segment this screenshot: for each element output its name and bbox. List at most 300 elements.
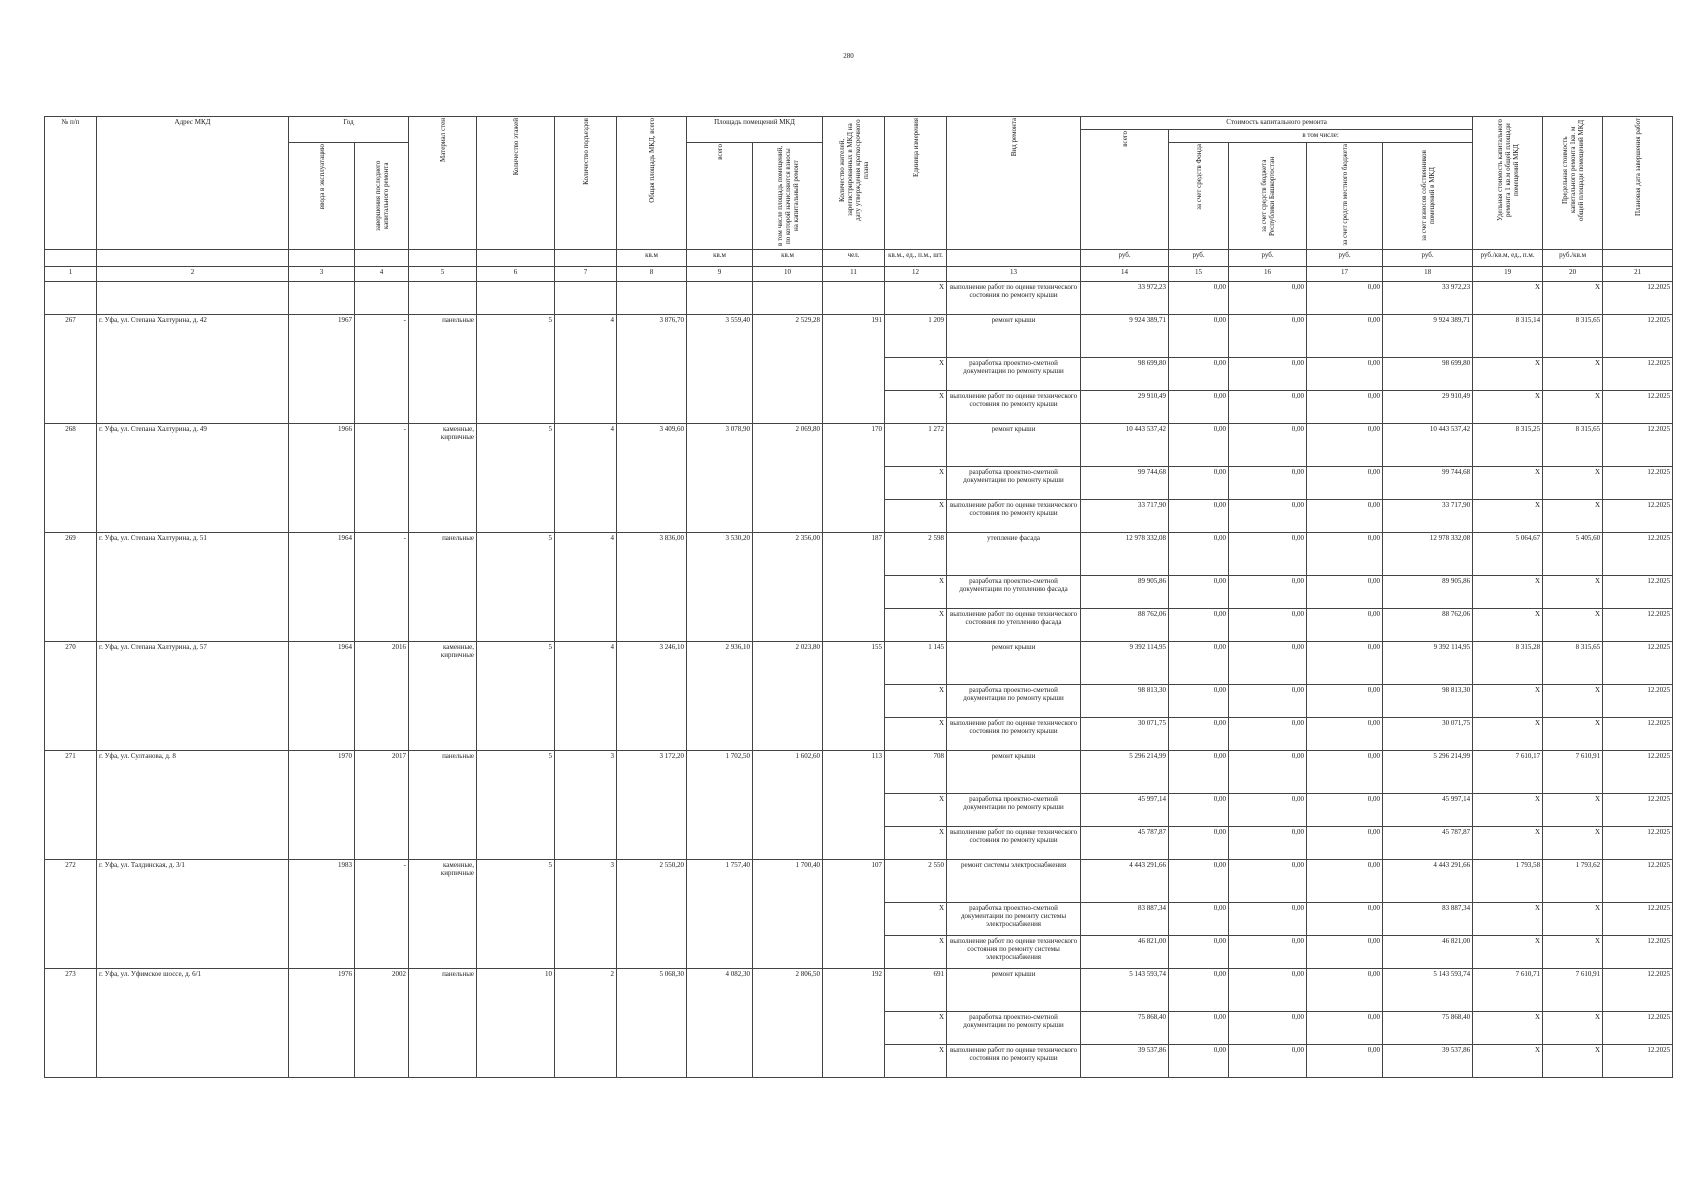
cell-local: 0,00 <box>1307 533 1383 576</box>
cell-date: 12.2025 <box>1603 391 1673 424</box>
cell-year: 1964 <box>289 642 355 751</box>
cell-fund: 0,00 <box>1169 358 1229 391</box>
cell-unit-cost: 8 315,14 <box>1473 315 1543 358</box>
table-row <box>45 282 1673 315</box>
cell-max-cost: X <box>1543 903 1603 936</box>
column-number-cell: 9 <box>687 267 753 282</box>
cell-fund: 0,00 <box>1169 609 1229 642</box>
cell-fund: 0,00 <box>1169 1012 1229 1045</box>
cell-unit-cost: X <box>1473 576 1543 609</box>
column-number-cell: 12 <box>885 267 947 282</box>
cell-date: 12.2025 <box>1603 315 1673 358</box>
cell-owners: 33 717,90 <box>1383 500 1473 533</box>
cell-owners: 98 699,80 <box>1383 358 1473 391</box>
unit-cell: руб. <box>1081 250 1169 267</box>
cell-date: 12.2025 <box>1603 903 1673 936</box>
cell-date: 12.2025 <box>1603 751 1673 794</box>
cell-unit-cost: X <box>1473 685 1543 718</box>
cell-unit: X <box>885 500 947 533</box>
unit-cell: руб. <box>1229 250 1307 267</box>
cell-max-cost: X <box>1543 1045 1603 1078</box>
cell-owners: 98 813,30 <box>1383 685 1473 718</box>
cell-work: ремонт крыши <box>947 751 1081 794</box>
cell-entrances: 4 <box>555 315 617 424</box>
cell-unit-cost: 8 315,28 <box>1473 642 1543 685</box>
header-total-area: Общая площадь МКД, всего <box>617 117 687 250</box>
cell-area: 3 172,20 <box>617 751 687 860</box>
cell-last-repair: 2002 <box>355 969 409 1078</box>
cell-work: разработка проектно-сметной документации по ремонту крыши <box>947 1012 1081 1045</box>
cell-date: 12.2025 <box>1603 1012 1673 1045</box>
cell-material: панельные <box>409 969 477 1078</box>
header-unit: Единица измерения <box>885 117 947 250</box>
cell-max-cost: X <box>1543 576 1603 609</box>
cell-max-cost: X <box>1543 467 1603 500</box>
header-year-group: Год <box>289 117 409 143</box>
cell-max-cost: 1 793,62 <box>1543 860 1603 903</box>
cell-work: ремонт крыши <box>947 315 1081 358</box>
cell-unit: X <box>885 685 947 718</box>
table-row <box>45 751 1673 794</box>
cell-fund: 0,00 <box>1169 424 1229 467</box>
cell-local: 0,00 <box>1307 576 1383 609</box>
cell-local: 0,00 <box>1307 500 1383 533</box>
cell-unit: 1 145 <box>885 642 947 685</box>
cell-max-cost: 7 610,91 <box>1543 969 1603 1012</box>
unit-cell: руб./кв.м <box>1543 250 1603 267</box>
header-incl: в том числе: <box>1169 130 1473 143</box>
cell-area-total: 3 530,20 <box>687 533 753 642</box>
cell-floors <box>477 282 555 315</box>
cell-republic: 0,00 <box>1229 936 1307 969</box>
cell-owners: 12 978 332,08 <box>1383 533 1473 576</box>
cell-floors: 5 <box>477 533 555 642</box>
cell-date: 12.2025 <box>1603 827 1673 860</box>
cell-fund: 0,00 <box>1169 576 1229 609</box>
cell-unit-cost: 7 610,17 <box>1473 751 1543 794</box>
column-number-cell: 3 <box>289 267 355 282</box>
cell-fund: 0,00 <box>1169 751 1229 794</box>
cell-cost-total: 39 537,86 <box>1081 1045 1169 1078</box>
cell-republic: 0,00 <box>1229 751 1307 794</box>
unit-cell: руб. <box>1169 250 1229 267</box>
cell-owners: 83 887,34 <box>1383 903 1473 936</box>
cell-area-total: 4 082,30 <box>687 969 753 1078</box>
column-number-cell: 20 <box>1543 267 1603 282</box>
cell-address: г. Уфа, ул. Уфимское шоссе, д. 6/1 <box>97 969 289 1078</box>
cell-last-repair: - <box>355 860 409 969</box>
cell-work: разработка проектно-сметной документации по ремонту системы электроснабжения <box>947 903 1081 936</box>
cell-unit-cost: X <box>1473 903 1543 936</box>
cell-fund: 0,00 <box>1169 685 1229 718</box>
cell-residents <box>823 282 885 315</box>
column-number-cell: 5 <box>409 267 477 282</box>
unit-cell <box>947 250 1081 267</box>
cell-unit-cost: X <box>1473 358 1543 391</box>
cell-cost-total: 46 821,00 <box>1081 936 1169 969</box>
cell-unit: 2 550 <box>885 860 947 903</box>
cell-num: 269 <box>45 533 97 642</box>
cell-fund: 0,00 <box>1169 903 1229 936</box>
cell-republic: 0,00 <box>1229 424 1307 467</box>
header-address: Адрес МКД <box>97 117 289 250</box>
cell-local: 0,00 <box>1307 718 1383 751</box>
cell-cost-total: 98 699,80 <box>1081 358 1169 391</box>
cell-cost-total: 33 717,90 <box>1081 500 1169 533</box>
cell-unit-cost: X <box>1473 609 1543 642</box>
cell-max-cost: X <box>1543 282 1603 315</box>
cell-max-cost: X <box>1543 685 1603 718</box>
cell-unit-cost: X <box>1473 467 1543 500</box>
cell-date: 12.2025 <box>1603 358 1673 391</box>
column-number-cell: 17 <box>1307 267 1383 282</box>
column-numbers-row <box>45 267 1673 282</box>
cell-work: ремонт системы электроснабжения <box>947 860 1081 903</box>
cell-unit: X <box>885 794 947 827</box>
header-year-last-repair: завершения последнего капитального ремонта <box>355 143 409 250</box>
cell-unit: 2 598 <box>885 533 947 576</box>
cell-area: 3 836,00 <box>617 533 687 642</box>
cell-fund: 0,00 <box>1169 718 1229 751</box>
cell-republic: 0,00 <box>1229 391 1307 424</box>
column-number-cell: 1 <box>45 267 97 282</box>
cell-date: 12.2025 <box>1603 533 1673 576</box>
unit-cell <box>477 250 555 267</box>
cell-floors: 10 <box>477 969 555 1078</box>
cell-local: 0,00 <box>1307 1012 1383 1045</box>
units-row <box>45 250 1673 267</box>
cell-unit-cost: X <box>1473 794 1543 827</box>
cell-area <box>617 282 687 315</box>
cell-date: 12.2025 <box>1603 936 1673 969</box>
cell-cost-total: 29 910,49 <box>1081 391 1169 424</box>
cell-fund: 0,00 <box>1169 1045 1229 1078</box>
cell-unit-cost: X <box>1473 718 1543 751</box>
cell-area-total: 3 559,40 <box>687 315 753 424</box>
cell-owners: 9 924 389,71 <box>1383 315 1473 358</box>
cell-max-cost: 8 315,65 <box>1543 315 1603 358</box>
cell-owners: 30 071,75 <box>1383 718 1473 751</box>
cell-num: 273 <box>45 969 97 1078</box>
cell-num: 272 <box>45 860 97 969</box>
cell-area-charged: 2 356,00 <box>753 533 823 642</box>
cell-unit: 708 <box>885 751 947 794</box>
cell-area-charged: 2 806,50 <box>753 969 823 1078</box>
cell-unit-cost: 1 793,58 <box>1473 860 1543 903</box>
cell-cost-total: 98 813,30 <box>1081 685 1169 718</box>
cell-entrances <box>555 282 617 315</box>
cell-year: 1964 <box>289 533 355 642</box>
cell-unit: 1 272 <box>885 424 947 467</box>
cell-unit: 1 209 <box>885 315 947 358</box>
cell-max-cost: X <box>1543 358 1603 391</box>
cell-material: каменные, кирпичные <box>409 860 477 969</box>
cell-num: 267 <box>45 315 97 424</box>
cell-area: 3 876,70 <box>617 315 687 424</box>
column-number-cell: 21 <box>1603 267 1673 282</box>
cell-area-total: 1 702,50 <box>687 751 753 860</box>
cell-last-repair: 2016 <box>355 642 409 751</box>
cell-fund: 0,00 <box>1169 969 1229 1012</box>
cell-work: ремонт крыши <box>947 424 1081 467</box>
cell-unit: X <box>885 391 947 424</box>
cell-unit-cost: X <box>1473 827 1543 860</box>
cell-entrances: 2 <box>555 969 617 1078</box>
header-year-commission: ввода в эксплуатацию <box>289 143 355 250</box>
cell-cost-total: 9 924 389,71 <box>1081 315 1169 358</box>
cell-date: 12.2025 <box>1603 576 1673 609</box>
cell-republic: 0,00 <box>1229 1045 1307 1078</box>
cell-owners: 4 443 291,66 <box>1383 860 1473 903</box>
cell-republic: 0,00 <box>1229 903 1307 936</box>
cell-owners: 9 392 114,95 <box>1383 642 1473 685</box>
cell-cost-total: 83 887,34 <box>1081 903 1169 936</box>
header-fund: за счет средств Фонда <box>1169 143 1229 250</box>
cell-floors: 5 <box>477 642 555 751</box>
cell-num <box>45 282 97 315</box>
cell-max-cost: X <box>1543 500 1603 533</box>
cell-local: 0,00 <box>1307 827 1383 860</box>
cell-address <box>97 282 289 315</box>
cell-floors: 5 <box>477 315 555 424</box>
cell-last-repair: - <box>355 424 409 533</box>
cell-date: 12.2025 <box>1603 282 1673 315</box>
cell-local: 0,00 <box>1307 391 1383 424</box>
cell-max-cost: 5 405,60 <box>1543 533 1603 576</box>
column-number-cell: 15 <box>1169 267 1229 282</box>
capital-repair-table <box>44 116 1673 1078</box>
cell-republic: 0,00 <box>1229 1012 1307 1045</box>
cell-year: 1976 <box>289 969 355 1078</box>
header-entrances: Количество подъездов <box>555 117 617 250</box>
cell-cost-total: 75 868,40 <box>1081 1012 1169 1045</box>
cell-cost-total: 45 787,87 <box>1081 827 1169 860</box>
cell-max-cost: 8 315,65 <box>1543 642 1603 685</box>
cell-work: выполнение работ по оценке технического состояния по ремонту крыши <box>947 718 1081 751</box>
cell-date: 12.2025 <box>1603 685 1673 718</box>
cell-material: каменные, кирпичные <box>409 424 477 533</box>
header-cost-total: всего <box>1081 130 1169 250</box>
unit-cell: чел. <box>823 250 885 267</box>
cell-area-total: 3 078,90 <box>687 424 753 533</box>
column-number-cell: 6 <box>477 267 555 282</box>
cell-address: г. Уфа, ул. Султанова, д. 8 <box>97 751 289 860</box>
cell-republic: 0,00 <box>1229 718 1307 751</box>
cell-last-repair: - <box>355 533 409 642</box>
cell-republic: 0,00 <box>1229 467 1307 500</box>
cell-republic: 0,00 <box>1229 794 1307 827</box>
cell-unit: X <box>885 718 947 751</box>
cell-unit: X <box>885 1012 947 1045</box>
cell-year: 1970 <box>289 751 355 860</box>
unit-cell: руб. <box>1307 250 1383 267</box>
cell-entrances: 3 <box>555 860 617 969</box>
cell-address: г. Уфа, ул. Степана Халтурина, д. 42 <box>97 315 289 424</box>
cell-unit-cost: X <box>1473 1012 1543 1045</box>
header-area-total: всего <box>687 143 753 250</box>
unit-cell <box>409 250 477 267</box>
column-number-cell: 11 <box>823 267 885 282</box>
unit-cell: кв.м <box>753 250 823 267</box>
cell-area-charged: 1 700,40 <box>753 860 823 969</box>
cell-cost-total: 12 978 332,08 <box>1081 533 1169 576</box>
cell-area: 5 068,30 <box>617 969 687 1078</box>
column-number-cell: 13 <box>947 267 1081 282</box>
cell-unit-cost: X <box>1473 936 1543 969</box>
column-number-cell: 14 <box>1081 267 1169 282</box>
cell-republic: 0,00 <box>1229 533 1307 576</box>
column-number-cell: 4 <box>355 267 409 282</box>
cell-republic: 0,00 <box>1229 358 1307 391</box>
page-number: 280 <box>843 52 854 60</box>
unit-cell <box>1603 250 1673 267</box>
cell-fund: 0,00 <box>1169 467 1229 500</box>
table-header <box>45 117 1673 282</box>
cell-owners: 5 143 593,74 <box>1383 969 1473 1012</box>
cell-local: 0,00 <box>1307 969 1383 1012</box>
cell-unit: X <box>885 1045 947 1078</box>
cell-address: г. Уфа, ул. Степана Халтурина, д. 51 <box>97 533 289 642</box>
cell-max-cost: 8 315,65 <box>1543 424 1603 467</box>
header-plan-date: Плановая дата завершения работ <box>1603 117 1673 250</box>
cell-cost-total: 10 443 537,42 <box>1081 424 1169 467</box>
cell-work: выполнение работ по оценке технического состояния по ремонту крыши <box>947 1045 1081 1078</box>
cell-year: 1967 <box>289 315 355 424</box>
cell-floors: 5 <box>477 860 555 969</box>
unit-cell: кв.м., ед., п.м., шт. <box>885 250 947 267</box>
cell-area: 3 246,10 <box>617 642 687 751</box>
cell-cost-total: 89 905,86 <box>1081 576 1169 609</box>
cell-republic: 0,00 <box>1229 315 1307 358</box>
table-row <box>45 642 1673 685</box>
unit-cell: руб./кв.м, ед., п.м. <box>1473 250 1543 267</box>
cell-unit-cost: X <box>1473 500 1543 533</box>
cell-local: 0,00 <box>1307 903 1383 936</box>
cell-unit-cost: 8 315,25 <box>1473 424 1543 467</box>
cell-local: 0,00 <box>1307 860 1383 903</box>
table-row <box>45 315 1673 358</box>
cell-area: 2 550,20 <box>617 860 687 969</box>
cell-area-charged: 1 602,60 <box>753 751 823 860</box>
cell-local: 0,00 <box>1307 794 1383 827</box>
cell-num: 270 <box>45 642 97 751</box>
cell-fund: 0,00 <box>1169 794 1229 827</box>
cell-unit: X <box>885 609 947 642</box>
cell-entrances: 3 <box>555 751 617 860</box>
column-number-cell: 16 <box>1229 267 1307 282</box>
cell-owners: 10 443 537,42 <box>1383 424 1473 467</box>
cell-date: 12.2025 <box>1603 860 1673 903</box>
cell-area-charged <box>753 282 823 315</box>
cell-max-cost: 7 610,91 <box>1543 751 1603 794</box>
cell-work: выполнение работ по оценке технического состояния по ремонту крыши <box>947 500 1081 533</box>
cell-owners: 99 744,68 <box>1383 467 1473 500</box>
cell-material <box>409 282 477 315</box>
cell-unit: 691 <box>885 969 947 1012</box>
cell-max-cost: X <box>1543 794 1603 827</box>
cell-owners: 33 972,23 <box>1383 282 1473 315</box>
table-row <box>45 860 1673 903</box>
cell-fund: 0,00 <box>1169 936 1229 969</box>
cell-fund: 0,00 <box>1169 642 1229 685</box>
cell-material: панельные <box>409 315 477 424</box>
cell-cost-total: 9 392 114,95 <box>1081 642 1169 685</box>
table-row <box>45 533 1673 576</box>
cell-owners: 45 997,14 <box>1383 794 1473 827</box>
cell-republic: 0,00 <box>1229 642 1307 685</box>
cell-fund: 0,00 <box>1169 315 1229 358</box>
cell-work: разработка проектно-сметной документации по ремонту крыши <box>947 685 1081 718</box>
cell-material: панельные <box>409 533 477 642</box>
cell-address: г. Уфа, ул. Талдинская, д. 3/1 <box>97 860 289 969</box>
header-residents: Количество жителей, зарегистрированных в МКД на дату утверждения краткосрочного плана <box>823 117 885 250</box>
cell-republic: 0,00 <box>1229 685 1307 718</box>
cell-residents: 113 <box>823 751 885 860</box>
cell-owners: 5 296 214,99 <box>1383 751 1473 794</box>
cell-republic: 0,00 <box>1229 282 1307 315</box>
cell-date: 12.2025 <box>1603 467 1673 500</box>
cell-work: выполнение работ по оценке технического состояния по утеплению фасада <box>947 609 1081 642</box>
cell-unit: X <box>885 903 947 936</box>
cell-max-cost: X <box>1543 936 1603 969</box>
header-republic: за счет средств бюджета Республики Башкортостан <box>1229 143 1307 250</box>
cell-year: 1983 <box>289 860 355 969</box>
cell-republic: 0,00 <box>1229 500 1307 533</box>
cell-date: 12.2025 <box>1603 718 1673 751</box>
cell-owners: 45 787,87 <box>1383 827 1473 860</box>
cell-area-charged: 2 529,28 <box>753 315 823 424</box>
cell-republic: 0,00 <box>1229 969 1307 1012</box>
cell-residents: 187 <box>823 533 885 642</box>
cell-year <box>289 282 355 315</box>
header-work-type: Вид ремонта <box>947 117 1081 250</box>
cell-work: разработка проектно-сметной документации по ремонту крыши <box>947 794 1081 827</box>
cell-work: выполнение работ по оценке технического состояния по ремонту системы электроснабжения <box>947 936 1081 969</box>
cell-local: 0,00 <box>1307 609 1383 642</box>
cell-owners: 39 537,86 <box>1383 1045 1473 1078</box>
unit-cell <box>289 250 355 267</box>
cell-date: 12.2025 <box>1603 500 1673 533</box>
unit-cell <box>45 250 97 267</box>
header-unit-cost: Удельная стоимость капитального ремонта 1 кв.м общей площади помещений МКД <box>1473 117 1543 250</box>
cell-cost-total: 30 071,75 <box>1081 718 1169 751</box>
cell-owners: 75 868,40 <box>1383 1012 1473 1045</box>
cell-area-total: 1 757,40 <box>687 860 753 969</box>
cell-address: г. Уфа, ул. Степана Халтурина, д. 57 <box>97 642 289 751</box>
cell-unit: X <box>885 936 947 969</box>
cell-local: 0,00 <box>1307 424 1383 467</box>
cell-work: утепление фасада <box>947 533 1081 576</box>
unit-cell <box>555 250 617 267</box>
cell-work: выполнение работ по оценке технического состояния по ремонту крыши <box>947 827 1081 860</box>
cell-local: 0,00 <box>1307 751 1383 794</box>
cell-material: каменные, кирпичные <box>409 642 477 751</box>
cell-entrances: 4 <box>555 642 617 751</box>
cell-fund: 0,00 <box>1169 533 1229 576</box>
column-number-cell: 19 <box>1473 267 1543 282</box>
cell-year: 1966 <box>289 424 355 533</box>
cell-date: 12.2025 <box>1603 424 1673 467</box>
cell-owners: 46 821,00 <box>1383 936 1473 969</box>
cell-cost-total: 45 997,14 <box>1081 794 1169 827</box>
cell-unit: X <box>885 827 947 860</box>
cell-republic: 0,00 <box>1229 576 1307 609</box>
cell-area: 3 409,60 <box>617 424 687 533</box>
cell-fund: 0,00 <box>1169 500 1229 533</box>
cell-unit-cost: X <box>1473 391 1543 424</box>
cell-date: 12.2025 <box>1603 609 1673 642</box>
cell-unit: X <box>885 282 947 315</box>
